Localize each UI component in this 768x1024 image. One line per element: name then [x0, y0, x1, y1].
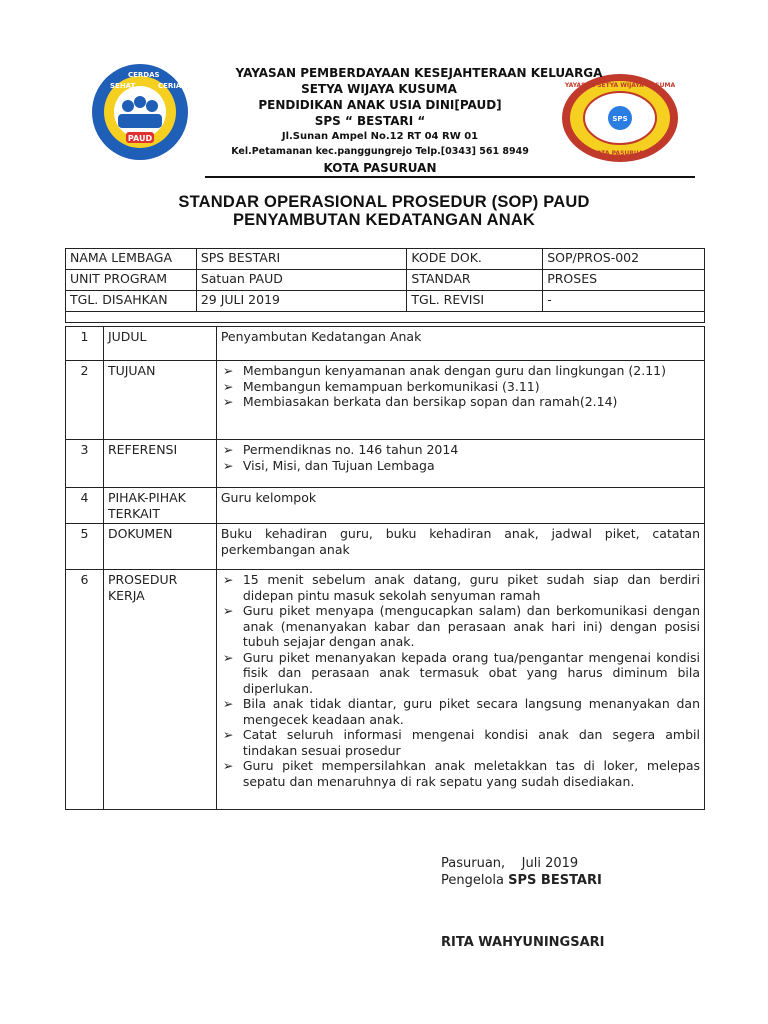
- spacer-row: [66, 312, 705, 323]
- letterhead-foundation: YAYASAN PEMBERDAYAAN KESEJAHTERAAN KELUARGA: [235, 66, 603, 80]
- letterhead-address: Jl.Sunan Ampel No.12 RT 04 RW 01: [281, 131, 479, 142]
- arrow-bullet-icon: ➢: [222, 572, 234, 587]
- document-subtitle: PENYAMBUTAN KEDATANGAN ANAK: [232, 211, 536, 229]
- logo-word-sehat: SEHAT: [110, 82, 136, 90]
- row-number: 2: [66, 361, 104, 440]
- arrow-bullet-icon: ➢: [222, 758, 234, 773]
- list-item: ➢ Catat seluruh informasi mengenai kondisi anak dan segera ambil tindakan sesuai prosedur: [222, 727, 700, 758]
- arrow-bullet-icon: ➢: [222, 378, 234, 394]
- letterhead-city: KOTA PASURUAN: [323, 161, 437, 175]
- row-content: [216, 440, 704, 488]
- document-title: STANDAR OPERASIONAL PROSEDUR (SOP) PAUD: [178, 193, 590, 211]
- arrow-bullet-icon: ➢: [222, 442, 234, 457]
- table-row: [66, 488, 705, 524]
- row-number: 3: [66, 440, 104, 488]
- row-label: PROSEDUR KERJA: [103, 570, 216, 810]
- row-label: PIHAK-PIHAK TERKAIT: [103, 488, 216, 524]
- info-label: TGL. DISAHKAN: [66, 291, 197, 312]
- arrow-bullet-icon: ➢: [222, 727, 234, 742]
- info-value: SOP/PROS-002: [543, 249, 705, 270]
- arrow-bullet-icon: ➢: [222, 394, 234, 409]
- signature-name: RITA WAHYUNINGSARI: [441, 935, 605, 950]
- list-item: ➢ Visi, Misi, dan Tujuan Lembaga: [222, 457, 435, 473]
- logo-word-ceria: CERIA: [158, 82, 182, 90]
- row-content: Guru kelompok: [216, 488, 704, 524]
- row-label: REFERENSI: [103, 440, 216, 488]
- info-label: STANDAR: [407, 270, 543, 291]
- arrow-bullet-icon: ➢: [222, 603, 234, 618]
- info-label: NAMA LEMBAGA: [66, 249, 197, 270]
- info-value: -: [543, 291, 705, 312]
- letterhead-sps-name: SPS “ BESTARI “: [314, 114, 426, 128]
- list-item: ➢ Guru piket menyapa (mengucapkan salam) dan berkomunikasi dengan anak (menanyakan kabar dan perasaan anak hari ini) dengan posisi tubuh sejajar dengan anak.: [222, 603, 700, 649]
- signature-role-prefix: Pengelola: [441, 873, 509, 888]
- row-number: 4: [66, 488, 104, 524]
- arrow-bullet-icon: ➢: [222, 696, 234, 711]
- signature-place-date: Pasuruan, Juli 2019: [441, 856, 579, 871]
- row-content: [216, 570, 704, 810]
- table-row: [66, 270, 705, 291]
- signature-role: [441, 873, 602, 888]
- table-row: [66, 440, 705, 488]
- logo-word-cerdas: CERDAS: [128, 71, 160, 79]
- sop-table: [65, 326, 705, 810]
- list-item: ➢ Membiasakan berkata dan bersikap sopan dan ramah(2.14): [222, 394, 618, 409]
- seal-bottom-text: KOTA PASURUAN: [591, 150, 649, 157]
- letterhead-contact: Kel.Petamanan kec.panggungrejo Telp.[0343] 561 8949: [231, 146, 529, 157]
- list-item: ➢ Guru piket menanyakan kepada orang tua/pengantar mengenai kondisi fisik dan perasaan anak termasuk obat yang harus diminum bila diperlukan.: [222, 649, 700, 696]
- arrow-bullet-icon: ➢: [222, 649, 234, 665]
- table-row: [66, 361, 705, 440]
- list-item: ➢ Membangun kemampuan berkomunikasi (3.11): [222, 378, 540, 394]
- list-item: ➢ Permendiknas no. 146 tahun 2014: [222, 442, 459, 457]
- arrow-bullet-icon: ➢: [222, 457, 234, 473]
- signature-role-name: SPS BESTARI: [508, 873, 602, 888]
- logo-badge-text: PAUD: [127, 134, 153, 143]
- table-row: [66, 570, 705, 810]
- info-label: UNIT PROGRAM: [66, 270, 197, 291]
- row-number: 1: [66, 327, 104, 361]
- info-value: PROSES: [543, 270, 705, 291]
- row-content: [216, 361, 704, 440]
- table-row: [66, 524, 705, 570]
- info-label: TGL. REVISI: [407, 291, 543, 312]
- letterhead-foundation-name: SETYA WIJAYA KUSUMA: [301, 82, 457, 96]
- info-value: Satuan PAUD: [196, 270, 407, 291]
- arrow-bullet-icon: ➢: [222, 363, 234, 378]
- info-value: SPS BESTARI: [196, 249, 407, 270]
- seal-top-text: YAYASAN SETYA WIJAYA KUSUMA: [564, 82, 676, 89]
- row-label: TUJUAN: [103, 361, 216, 440]
- list-item: ➢ Bila anak tidak diantar, guru piket secara langsung menanyakan dan mengecek keadaan anak.: [222, 696, 700, 727]
- letterhead-rule: [205, 176, 695, 178]
- info-value: 29 JULI 2019: [196, 291, 407, 312]
- document-info-table: [65, 248, 705, 323]
- row-content: Buku kehadiran guru, buku kehadiran anak, jadwal piket, catatan perkembangan anak: [216, 524, 704, 570]
- row-number: 5: [66, 524, 104, 570]
- info-label: KODE DOK.: [407, 249, 543, 270]
- row-label: JUDUL: [103, 327, 216, 361]
- list-item: ➢ Membangun kenyamanan anak dengan guru dan lingkungan (2.11): [222, 363, 666, 378]
- letterhead-institution: PENDIDIKAN ANAK USIA DINI[PAUD]: [258, 98, 502, 112]
- row-number: 6: [66, 570, 104, 810]
- table-row: [66, 249, 705, 270]
- seal-center-text: SPS: [612, 115, 628, 123]
- list-item: ➢ Guru piket mempersilahkan anak meletakkan tas di loker, melepas sepatu dan menaruhnya di rak sepatu yang sudah disediakan.: [222, 758, 700, 789]
- table-row: [66, 291, 705, 312]
- row-label: DOKUMEN: [103, 524, 216, 570]
- table-row: [66, 327, 705, 361]
- row-content: Penyambutan Kedatangan Anak: [216, 327, 704, 361]
- list-item: ➢ 15 menit sebelum anak datang, guru piket sudah siap dan berdiri didepan pintu masuk sekolah senyuman ramah: [222, 572, 700, 603]
